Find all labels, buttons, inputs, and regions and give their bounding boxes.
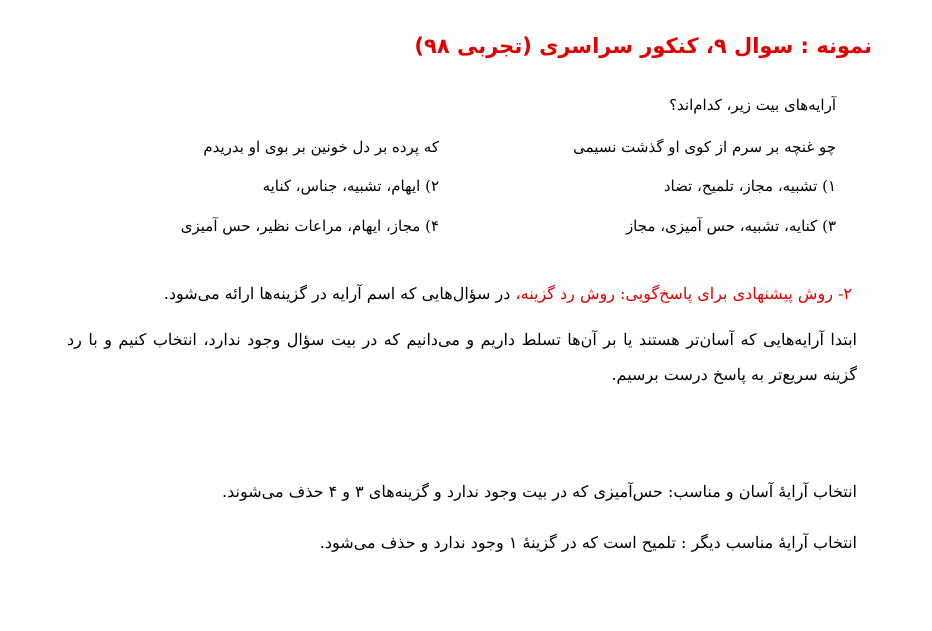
elimination-step-1: انتخاب آرایۀ آسان و مناسب: حس‌آمیزی که در بیت وجود ندارد و گزینه‌های ۳ و ۴ حذف می‌شوند. xyxy=(222,482,857,501)
method-description: در سؤال‌هایی که اسم آرایه در گزینه‌ها ارائه می‌شود. xyxy=(163,284,516,303)
question-prompt: آرایه‌های بیت زیر، کدام‌اند؟ xyxy=(669,96,836,114)
verse-first-hemistich: چو غنچه بر سرم از کوی او گذشت نسیمی xyxy=(573,138,836,156)
page-title: نمونه : سوال ۹، کنکور سراسری (تجربی ۹۸) xyxy=(414,34,872,58)
option-4: ۴) مجاز، ایهام، مراعات نظیر، حس آمیزی xyxy=(180,217,439,235)
elimination-step-2: انتخاب آرایۀ مناسب دیگر : تلمیح است که در گزینۀ ۱ وجود ندارد و حذف می‌شود. xyxy=(319,533,857,552)
method-heading xyxy=(164,284,852,303)
method-title: ۲- روش پیشنهادی برای پاسخ‌گویی: روش رد گزینه، xyxy=(515,284,852,303)
option-3: ۳) کنایه، تشبیه، حس آمیزی، مجاز xyxy=(625,217,836,235)
option-1: ۱) تشبیه، مجاز، تلمیح، تضاد xyxy=(663,177,836,195)
method-paragraph: ابتدا آرایه‌هایی که آسان‌تر هستند یا بر آن‌ها تسلط داریم و می‌دانیم که در بیت سؤال وجود ندارد، انتخاب کنیم و با رد گزینه سریع‌تر به پاسخ درست برسیم. xyxy=(67,330,857,384)
verse-second-hemistich: که پرده بر دل خونین بر بوی او بدریدم xyxy=(203,138,439,156)
option-2: ۲) ایهام، تشبیه، جناس، کنایه xyxy=(262,177,439,195)
